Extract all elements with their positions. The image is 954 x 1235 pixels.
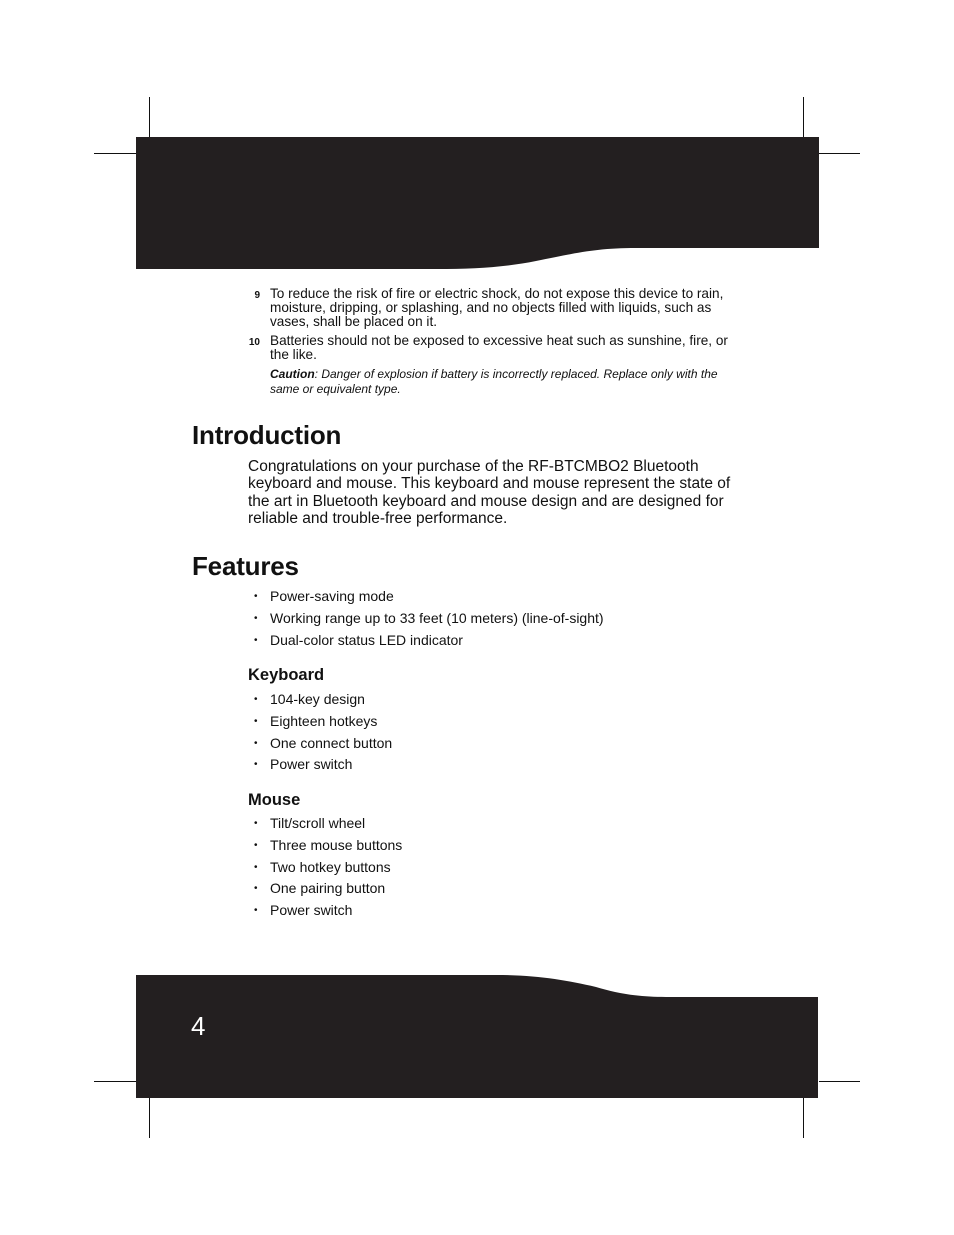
- bullet: •: [254, 861, 258, 873]
- list-item: [250, 586, 604, 608]
- crop-mark: [803, 1098, 804, 1138]
- list-item-text: Eighteen hotkeys: [270, 712, 378, 729]
- list-item: [250, 857, 402, 879]
- bullet: •: [254, 612, 258, 624]
- list-item: [250, 835, 402, 857]
- list-item-text: Three mouse buttons: [270, 836, 403, 853]
- crop-mark: [803, 97, 804, 137]
- list-item: [250, 813, 402, 835]
- page-number: 4: [191, 1011, 206, 1041]
- item-text: To reduce the risk of fire or electric shock, do not expose this device to rain, moisture, dripping, or splashing, and no objects filled with liquids, such as vases, shall be placed on it.: [270, 286, 724, 329]
- item-number: 10: [248, 337, 260, 348]
- keyboard-heading: Keyboard: [248, 666, 325, 684]
- list-item-text: Power switch: [270, 902, 353, 919]
- list-item-text: One pairing button: [270, 880, 386, 897]
- bullet: •: [254, 883, 258, 895]
- list-item: [250, 711, 392, 733]
- bullet: •: [254, 591, 258, 602]
- list-item: [250, 900, 402, 922]
- bullet: •: [254, 905, 258, 917]
- crop-mark: [149, 1098, 150, 1138]
- list-item: [250, 630, 604, 652]
- bullet: •: [254, 737, 258, 749]
- caution-text: : Danger of explosion if battery is incorrectly replaced. Replace only with the same or equivalent type.: [270, 367, 718, 396]
- footer-band: [136, 975, 818, 1098]
- list-item: [250, 689, 392, 711]
- mouse-heading: Mouse: [248, 791, 301, 809]
- list-item-text: Power switch: [270, 756, 353, 773]
- list-item-text: Two hotkey buttons: [270, 858, 391, 875]
- list-item: [250, 754, 392, 776]
- crop-mark: [94, 1081, 136, 1082]
- item-text: Batteries should not be exposed to excessive heat such as sunshine, fire, or the like.: [270, 333, 728, 362]
- crop-mark: [819, 153, 860, 154]
- features-heading: Features: [192, 551, 299, 581]
- mouse-list: [250, 813, 402, 922]
- bullet: •: [254, 694, 258, 705]
- list-item-text: Power-saving mode: [270, 588, 394, 604]
- introduction-body: Congratulations on your purchase of the RF-BTCMBO2 Bluetooth keyboard and mouse. This keyboard and mouse represent the state of the art in Bluetooth keyboard and mouse design and are designed for reliable and trouble-free performance.: [248, 458, 731, 527]
- crop-mark: [94, 153, 136, 154]
- bullet: •: [254, 759, 258, 771]
- safety-item-9: [230, 287, 740, 331]
- introduction-heading: Introduction: [192, 420, 342, 450]
- list-item: [250, 878, 402, 900]
- list-item: [250, 608, 604, 630]
- features-list: [250, 586, 604, 651]
- caution-note: [270, 367, 750, 396]
- crop-mark: [819, 1081, 860, 1082]
- header-band: [136, 137, 819, 269]
- list-item: [250, 733, 392, 755]
- list-item-text: Tilt/scroll wheel: [270, 815, 366, 831]
- list-item-text: 104-key design: [270, 691, 365, 707]
- bullet: •: [254, 634, 258, 646]
- list-item-text: Working range up to 33 feet (10 meters) (line-of-sight): [270, 609, 604, 626]
- item-number: 9: [254, 290, 260, 301]
- bullet: •: [254, 818, 258, 829]
- keyboard-list: [250, 689, 392, 776]
- bullet: •: [254, 839, 258, 851]
- list-item-text: One connect button: [270, 734, 393, 751]
- crop-mark: [149, 97, 150, 137]
- caution-label: Caution: [270, 367, 315, 381]
- list-item-text: Dual-color status LED indicator: [270, 631, 463, 648]
- safety-item-10: [230, 334, 740, 364]
- bullet: •: [254, 715, 258, 727]
